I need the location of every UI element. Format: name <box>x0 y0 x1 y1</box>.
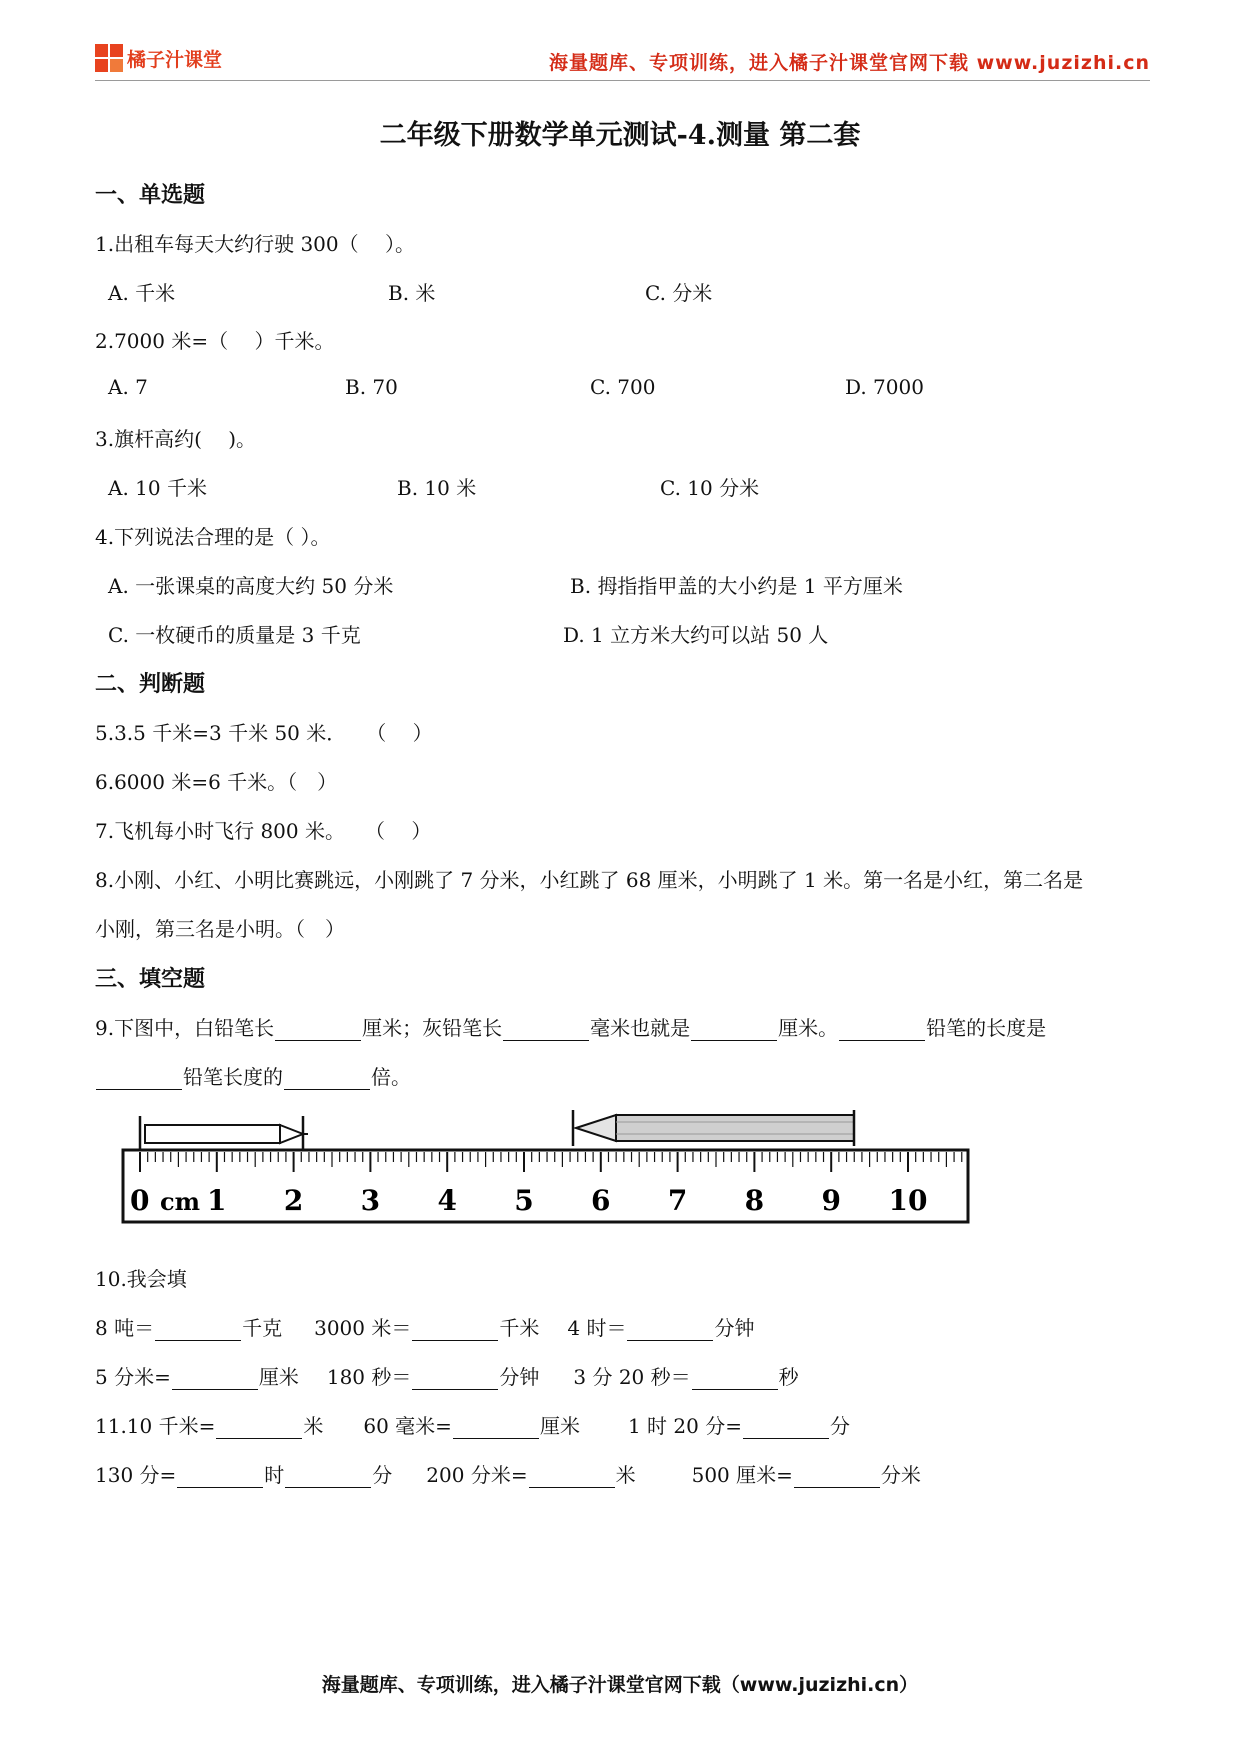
question-6: 6.6000 米=6 千米。（ ） <box>95 770 338 794</box>
answer-blank[interactable] <box>503 1020 589 1041</box>
section-title-single-choice: 一、单选题 <box>95 182 206 208</box>
fill-text: 3 分 20 秒＝ <box>573 1365 691 1389</box>
question-9-line-2 <box>95 1061 411 1090</box>
ruler-illustration <box>118 1110 973 1225</box>
question-1-option-c: C. 分米 <box>645 281 713 305</box>
answer-blank[interactable] <box>155 1320 241 1341</box>
fill-text: 秒 <box>778 1365 799 1389</box>
ruler-label: 0 <box>130 1184 150 1217</box>
fill-text: 500 厘米= <box>691 1463 793 1487</box>
question-8-line-2: 小刚，第三名是小明。（ ） <box>95 917 345 941</box>
fill-text: 米 <box>303 1414 324 1438</box>
ruler-label: 5 <box>514 1184 534 1217</box>
q9-text-5: 铅笔的长度是 <box>926 1016 1047 1040</box>
fill-text: 千米 <box>499 1316 540 1340</box>
q9-text-7: 倍。 <box>371 1065 411 1089</box>
q9-text-3: 毫米也就是 <box>590 1016 691 1040</box>
answer-blank[interactable] <box>627 1320 713 1341</box>
ruler-label: 8 <box>744 1184 765 1217</box>
question-7: 7.飞机每小时飞行 800 米。 （ ） <box>95 819 432 843</box>
ruler-label: 4 <box>437 1184 457 1217</box>
logo <box>95 44 222 72</box>
question-3-option-a: A. 10 千米 <box>108 476 207 500</box>
fill-text: 厘米 <box>258 1365 299 1389</box>
fill-text: 千克 <box>242 1316 283 1340</box>
question-11-row-1 <box>95 1410 850 1439</box>
answer-blank[interactable] <box>412 1369 498 1390</box>
question-10-row-1 <box>95 1312 754 1341</box>
answer-blank[interactable] <box>529 1467 615 1488</box>
fill-text: 8 吨＝ <box>95 1316 155 1340</box>
fill-text: 分 <box>829 1414 850 1438</box>
ruler-label: 2 <box>283 1184 304 1217</box>
q9-text-4: 厘米。 <box>778 1016 839 1040</box>
page-footer: 海量题库、专项训练，进入橘子汁课堂官网下载（www.juzizhi.cn） <box>321 1674 919 1696</box>
fill-text: 分 <box>372 1463 393 1487</box>
ruler-label: 6 <box>591 1184 611 1217</box>
question-4-option-a: A. 一张课桌的高度大约 50 分米 <box>108 574 394 598</box>
question-5: 5.3.5 千米=3 千米 50 米． （ ） <box>95 721 433 745</box>
question-2-option-d: D. 7000 <box>845 375 924 399</box>
answer-blank[interactable] <box>839 1020 925 1041</box>
question-2-option-a: A. 7 <box>108 375 148 399</box>
answer-blank[interactable] <box>453 1418 539 1439</box>
question-11-row-2 <box>95 1459 921 1488</box>
question-10-title: 10.我会填 <box>95 1267 187 1291</box>
question-1-option-a: A. 千米 <box>108 281 176 305</box>
ruler-figure <box>118 1110 973 1229</box>
question-4-option-b: B. 拇指指甲盖的大小约是 1 平方厘米 <box>570 574 903 598</box>
gray-pencil <box>573 1110 854 1146</box>
question-2-option-c: C. 700 <box>590 375 656 399</box>
logo-icon <box>95 44 123 72</box>
fill-text: 分钟 <box>714 1316 755 1340</box>
question-8-line-1: 8.小刚、小红、小明比赛跳远，小刚跳了 7 分米，小红跳了 68 厘米，小明跳了 1 米。第一名是小红，第二名是 <box>95 868 1084 892</box>
answer-blank[interactable] <box>172 1369 258 1390</box>
answer-blank[interactable] <box>284 1069 370 1090</box>
ruler-label: 1 <box>207 1184 227 1217</box>
fill-text: 分钟 <box>499 1365 540 1389</box>
fill-text: 200 分米= <box>426 1463 528 1487</box>
header-slogan: 海量题库、专项训练，进入橘子汁课堂官网下载 www.juzizhi.cn <box>549 52 1150 74</box>
fill-text: 3000 米＝ <box>314 1316 412 1340</box>
question-4-option-d: D. 1 立方米大约可以站 50 人 <box>563 623 829 647</box>
section-title-true-false: 二、判断题 <box>95 671 206 697</box>
logo-text: 橘子汁课堂 <box>127 48 223 71</box>
fill-text: 5 分米= <box>95 1365 171 1389</box>
answer-blank[interactable] <box>285 1467 371 1488</box>
fill-text: 4 时＝ <box>567 1316 627 1340</box>
ruler-label: 7 <box>667 1184 688 1217</box>
question-3-option-b: B. 10 米 <box>397 476 477 500</box>
answer-blank[interactable] <box>96 1069 182 1090</box>
answer-blank[interactable] <box>692 1369 778 1390</box>
ruler-label: 3 <box>360 1184 381 1217</box>
ruler <box>123 1150 968 1222</box>
q9-text-2: 厘米；灰铅笔长 <box>362 1016 503 1040</box>
fill-text: 时 <box>264 1463 285 1487</box>
fill-text: 米 <box>615 1463 636 1487</box>
answer-blank[interactable] <box>743 1418 829 1439</box>
question-1-option-b: B. 米 <box>388 281 436 305</box>
answer-blank[interactable] <box>275 1020 361 1041</box>
fill-text: 1 时 20 分= <box>627 1414 742 1438</box>
fill-text: 180 秒＝ <box>326 1365 412 1389</box>
answer-blank[interactable] <box>412 1320 498 1341</box>
q9-text-1: 9.下图中，白铅笔长 <box>95 1016 275 1040</box>
white-pencil <box>140 1116 308 1152</box>
answer-blank[interactable] <box>691 1020 777 1041</box>
question-3-option-c: C. 10 分米 <box>660 476 760 500</box>
fill-text: 11.10 千米= <box>95 1414 216 1438</box>
answer-blank[interactable] <box>794 1467 880 1488</box>
question-4-stem: 4.下列说法合理的是（ ）。 <box>95 525 331 549</box>
ruler-label: 9 <box>821 1184 841 1217</box>
ruler-label: 10 <box>888 1184 928 1217</box>
q9-text-6: 铅笔长度的 <box>183 1065 283 1089</box>
question-2-stem: 2.7000 米=（ ）千米。 <box>95 329 335 353</box>
question-10-row-2 <box>95 1361 799 1390</box>
section-title-fill-blank: 三、填空题 <box>95 966 206 992</box>
fill-text: 60 毫米= <box>363 1414 452 1438</box>
page-header <box>95 40 1150 81</box>
fill-text: 130 分= <box>95 1463 177 1487</box>
question-1-stem: 1.出租车每天大约行驶 300（ ）。 <box>95 232 415 256</box>
fill-text: 厘米 <box>539 1414 580 1438</box>
question-4-option-c: C. 一枚硬币的质量是 3 千克 <box>108 623 361 647</box>
ruler-unit-label: cm <box>160 1187 201 1216</box>
answer-blank[interactable] <box>177 1467 263 1488</box>
fill-text: 分米 <box>880 1463 921 1487</box>
answer-blank[interactable] <box>216 1418 302 1439</box>
question-2-option-b: B. 70 <box>345 375 398 399</box>
question-9-line-1 <box>95 1012 1046 1041</box>
question-3-stem: 3.旗杆高约( )。 <box>95 427 257 451</box>
page-title: 二年级下册数学单元测试-4.测量 第二套 <box>379 120 861 151</box>
